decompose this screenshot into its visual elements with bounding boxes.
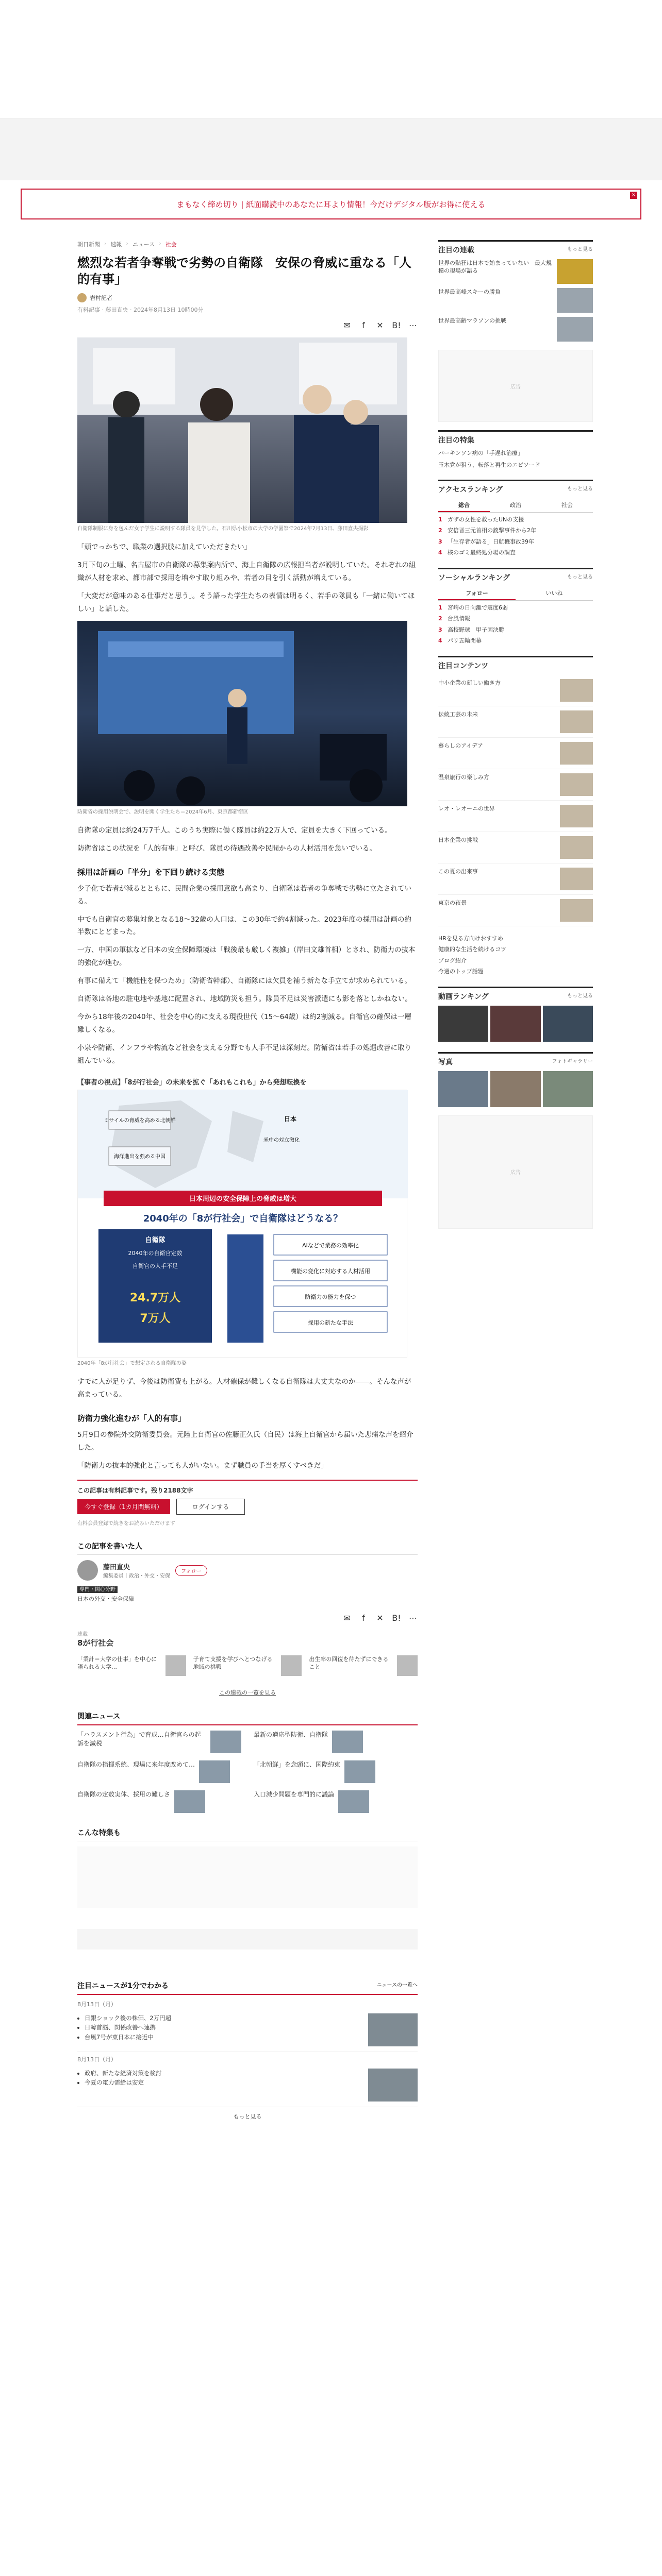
photo-caption: 自衛隊制服に身を包んだ女子学生に説明する隊員を見学した。石川県小松市の大学の学園祭で2024年7月13日、藤田直央撮影 bbox=[77, 526, 369, 532]
related-title: 「ハラスメント行為」で育成…自衛官らの起訴を減税 bbox=[77, 1731, 201, 1747]
ad-banner-area bbox=[0, 118, 662, 180]
avatar bbox=[77, 293, 87, 302]
social-ranking bbox=[438, 604, 593, 646]
article-photo bbox=[77, 621, 407, 806]
video-thumb[interactable] bbox=[438, 1006, 488, 1042]
special-area bbox=[77, 1846, 418, 1908]
digest-item[interactable]: • 日韓首脳、関係改善へ連携 bbox=[85, 2023, 363, 2032]
video-list bbox=[438, 1006, 593, 1042]
writer-role: 編集委員｜政治・外交・安保 bbox=[103, 1573, 170, 1580]
ad-box[interactable]: 広告 bbox=[438, 350, 593, 422]
section-heading: 防衛力強化進むが「人的有事」 bbox=[77, 1414, 186, 1423]
paragraph: 一方、中国の軍拡など日本の安全保障環境は「戦後最も厳しく複雑」（岸田文雄首相）とされ、防衛力の抜本的強化が進む。 bbox=[77, 946, 416, 968]
related-item[interactable] bbox=[77, 1790, 241, 1813]
article-photo bbox=[77, 337, 407, 523]
paragraph: 有事に備えて「機能性を保つため」（防衛省幹部）、自衛隊には欠員を補う新たな手立てが求められている。 bbox=[77, 977, 411, 986]
photo-scene bbox=[77, 621, 407, 806]
sidebar-heading: ソーシャルランキング もっと見る bbox=[438, 568, 593, 583]
related-title: 自衛隊の定数実体、採用の難しさ bbox=[77, 1791, 171, 1799]
login-button[interactable]: ログインする bbox=[176, 1499, 245, 1515]
content-item[interactable]: 東京の夜景 bbox=[438, 895, 593, 926]
sidebar-link[interactable]: 健康的な生活を続けるコツ bbox=[438, 946, 506, 953]
breadcrumb-item[interactable]: 速報 bbox=[110, 241, 122, 248]
tag-text[interactable]: 日本の外交・安全保障 bbox=[77, 1596, 134, 1603]
paragraph: 3月下旬の土曜、名古屋市の自衛隊の募集案内所で、海上自衛隊の広報担当者が説明していた。それぞれの組織が人材を求め、都市部で採用を増やす取り組みや、若者の目を引く活動が増えている。 bbox=[77, 561, 416, 582]
figure-number: 7万人 bbox=[140, 1312, 171, 1326]
writer-card bbox=[77, 1560, 418, 1581]
map-label: 海洋進出を強める中国 bbox=[114, 1154, 166, 1160]
series-title[interactable]: 8が行社会 bbox=[77, 1638, 114, 1648]
digest-thumb[interactable] bbox=[368, 2013, 418, 2046]
related-item[interactable] bbox=[77, 1760, 241, 1783]
more-link[interactable]: もっと見る bbox=[567, 993, 593, 999]
sidebar-item[interactable] bbox=[438, 317, 593, 342]
ranking-item[interactable]: 3 高校野球 甲子園決勝 bbox=[438, 626, 504, 633]
digest-thumb[interactable] bbox=[368, 2069, 418, 2102]
tag-label: 専門・関心分野 bbox=[77, 1586, 118, 1593]
share-bar-bottom bbox=[77, 1613, 418, 1622]
content-item[interactable]: この夏の出来事 bbox=[438, 863, 593, 895]
figure-item: AIなどで業務の効率化 bbox=[302, 1242, 359, 1249]
mail-icon[interactable]: ✉ bbox=[343, 320, 351, 331]
sidebar-item-title: 玉木党が狙う、転落と再生のエピソード bbox=[438, 462, 540, 469]
series-item[interactable] bbox=[77, 1655, 186, 1676]
digest-heading: 注目ニュースが1分でわかる ニュースの一覧へ bbox=[77, 1980, 418, 1995]
sidebar-link[interactable]: HRを見る方向けおすすめ bbox=[438, 935, 504, 942]
digest-date: 8月13日（月） bbox=[77, 2056, 117, 2063]
sidebar-heading: 注目コンテンツ bbox=[438, 656, 593, 671]
ad-strip bbox=[77, 1929, 418, 1950]
series-list bbox=[77, 1655, 418, 1676]
figure-item: 防衛力の能力を保つ bbox=[305, 1294, 356, 1301]
x-icon[interactable]: ✕ bbox=[376, 320, 384, 331]
more-icon[interactable]: ⋯ bbox=[409, 1613, 417, 1623]
related-title: 最新の適応型防衛、自衛隊 bbox=[254, 1731, 328, 1739]
photo-thumb[interactable] bbox=[490, 1071, 540, 1107]
series-item[interactable] bbox=[309, 1655, 418, 1676]
news-digest bbox=[77, 1980, 418, 2121]
paywall-fine: 有料会員登録で続きをお読みいただけます bbox=[77, 1521, 175, 1527]
facebook-icon[interactable]: f bbox=[362, 320, 365, 331]
avatar[interactable] bbox=[77, 1560, 98, 1581]
related-title: 自衛隊の指揮系統、現場に来年度改めて… bbox=[77, 1761, 195, 1769]
related-list bbox=[77, 1731, 418, 1813]
figure-box-sub: 自衛官の人手不足 bbox=[133, 1263, 178, 1270]
tab-politics[interactable]: 政治 bbox=[510, 501, 521, 509]
more-link[interactable]: もっと見る bbox=[567, 486, 593, 492]
figure-caption: 2040年「8が行社会」で想定される自衛隊の姿 bbox=[77, 1361, 187, 1367]
more-link[interactable]: もっと見る bbox=[567, 247, 593, 252]
series-label: 連載 bbox=[77, 1632, 88, 1638]
sidebar-item[interactable] bbox=[438, 288, 593, 313]
breadcrumb-item[interactable]: 朝日新聞 bbox=[77, 241, 100, 248]
content-item[interactable]: 温泉旅行の楽しみ方 bbox=[438, 769, 593, 801]
ranking-item[interactable]: 1 ガザの女性を救ったUNの支援 bbox=[438, 516, 524, 523]
tab-society[interactable]: 社会 bbox=[561, 501, 573, 509]
follow-button[interactable]: フォロー bbox=[175, 1565, 207, 1576]
breadcrumb: 朝日新聞 › 速報 › ニュース › 社会 bbox=[77, 240, 177, 248]
related-item[interactable] bbox=[77, 1731, 241, 1753]
video-thumb[interactable] bbox=[543, 1006, 593, 1042]
map-label: ミサイルの脅威を高める北朝鮮 bbox=[104, 1118, 176, 1124]
writer-heading: この記事を書いた人 bbox=[77, 1541, 418, 1555]
sidebar-heading: 動画ランキング もっと見る bbox=[438, 987, 593, 1002]
map-label: 日本 bbox=[284, 1115, 297, 1123]
paragraph: すでに人が足りず、今後は防衛費も上がる。人材確保が難しくなる自衛隊は大丈夫なのか――。そんな声が高まっている。 bbox=[77, 1378, 411, 1399]
alert-text: まもなく締め切り | 紙面購読中のあなたに耳より情報！今だけデジタル版がお得に使える bbox=[176, 199, 486, 209]
digest-item[interactable]: • 政府、新たな経済対策を検討 bbox=[85, 2069, 363, 2078]
breadcrumb-item[interactable]: 社会 bbox=[165, 241, 177, 248]
breadcrumb-item[interactable]: ニュース bbox=[132, 241, 155, 248]
figure-box-text: 2040年の自衛官定数 bbox=[128, 1250, 183, 1257]
figure-item: 採用の新たな手法 bbox=[308, 1319, 353, 1327]
content-item[interactable]: レオ・レオーニの世界 bbox=[438, 801, 593, 832]
related-item[interactable] bbox=[254, 1760, 418, 1783]
x-icon[interactable]: ✕ bbox=[376, 1613, 384, 1623]
close-icon[interactable]: × bbox=[630, 192, 637, 199]
author-name: 岩村記者 bbox=[90, 294, 112, 301]
tab-like[interactable]: いいね bbox=[545, 589, 563, 597]
tab-follow[interactable]: フォロー bbox=[438, 587, 516, 600]
mail-icon[interactable]: ✉ bbox=[343, 1613, 351, 1623]
content-item[interactable]: 暮らしのアイデア bbox=[438, 738, 593, 769]
digest-row bbox=[77, 2063, 418, 2107]
sidebar-item-title: 世界の熱狂は日本で始まっていない 最大規模の現場が語る bbox=[438, 260, 552, 275]
related-title: 「北朝鮮」を念頭に、国際約束 bbox=[254, 1761, 341, 1769]
tab-total[interactable]: 総合 bbox=[438, 499, 490, 512]
share-bar bbox=[77, 321, 418, 330]
writer-name[interactable]: 藤田直央 bbox=[103, 1564, 130, 1572]
sidebar-link[interactable]: ブログ紹介 bbox=[438, 957, 467, 964]
ranking-item[interactable]: 2 安倍晋三元首相の銃撃事件から2年 bbox=[438, 527, 536, 534]
sidebar-item-title: パーキンソン病の「手遅れ治療」 bbox=[438, 450, 523, 456]
photo-thumb[interactable] bbox=[438, 1071, 488, 1107]
more-link[interactable]: ニュースの一覧へ bbox=[376, 1982, 418, 1989]
sidebar-item-title: 世界最高齢マラソンの挑戦 bbox=[438, 317, 506, 324]
video-thumb[interactable] bbox=[490, 1006, 540, 1042]
paywall-notice: この記事は有料記事です。残り2188文字 bbox=[77, 1487, 193, 1495]
photo-thumb[interactable] bbox=[543, 1071, 593, 1107]
paragraph: 「防衛力の抜本的強化と言っても人がいない。まず職員の手当を厚くすべきだ」 bbox=[77, 1462, 328, 1470]
infographic-graphic bbox=[78, 1090, 408, 1358]
related-title: 入口減少問題を専門的に議論 bbox=[254, 1791, 335, 1799]
sidebar bbox=[438, 240, 593, 1237]
figure-banner: 日本周辺の安全保障上の脅威は増大 bbox=[189, 1195, 297, 1204]
paragraph: 「頭でっかちで、職業の選択肢に加えていただきたい」 bbox=[77, 543, 252, 551]
digest-item[interactable]: • 日銀ショック後の株価、2万円超 bbox=[85, 2013, 363, 2023]
ranking-item[interactable]: 4 核のゴミ最終処分場の調査 bbox=[438, 549, 516, 556]
ranking-item[interactable]: 3 「生存者が語る」日航機事故39年 bbox=[438, 538, 534, 545]
paragraph: 5月9日の参院外交防衛委員会。元陸上自衛官の佐藤正久氏（自民）は海上自衛官から届いた悲痛な声を紹介した。 bbox=[77, 1431, 413, 1452]
sidebar-item[interactable] bbox=[438, 259, 593, 284]
figure-heading[interactable]: 【事者の視点】「8が行社会」の未来を拡ぐ「あれもこれも」から発想転換を bbox=[77, 1079, 307, 1087]
related-heading: 関連ニュース bbox=[77, 1711, 418, 1725]
subscribe-button[interactable]: 今すぐ登録（1カ月間無料） bbox=[77, 1499, 170, 1514]
subscription-alert[interactable] bbox=[21, 189, 641, 219]
ranking-item[interactable]: 2 台風情報 bbox=[438, 615, 470, 622]
sidebar-heading: 注目の連載 もっと見る bbox=[438, 240, 593, 255]
content-item[interactable]: 伝統工芸の未来 bbox=[438, 706, 593, 738]
paragraph: 今から18年後の2040年、社会を中心的に支える現役世代（15〜64歳）は約2割減る。自衛官の確保は一層難しくなる。 bbox=[77, 1013, 411, 1035]
more-link[interactable]: フォトギャラリー bbox=[552, 1058, 593, 1064]
photo-list bbox=[438, 1071, 593, 1107]
article-title: 燃烈な若者争奪戦で劣勢の自衛隊 安保の脅威に重なる「人的有事」 bbox=[77, 256, 411, 287]
paragraph: 「大変だが意味のある仕事だと思う」。そう語った学生たちの表情は明るく、若手の隊員も「一緒に働いてほしい」と話した。 bbox=[77, 591, 415, 613]
more-icon[interactable]: ⋯ bbox=[409, 320, 417, 331]
digest-row bbox=[77, 2008, 418, 2052]
series-more-link[interactable]: この連載の一覧を見る bbox=[219, 1689, 276, 1697]
special-heading: こんな特集も bbox=[77, 1827, 418, 1841]
paragraph: 小泉や防衛、インフラや物流など社会を支える分野でも人手不足は深刻だ。防衛省は若手の処遇改善に取り組んでいる。 bbox=[77, 1044, 411, 1065]
read-more-button[interactable]: もっと見る bbox=[233, 2113, 262, 2121]
series-item-title: 子育て支援を学びへとつなげる地域の挑戦 bbox=[193, 1656, 273, 1671]
sidebar-links bbox=[438, 935, 593, 976]
paragraph: 防衛省はこの状況を「人的有事」と呼び、隊員の待遇改善や民間からの人材活用を急いでいる。 bbox=[77, 844, 376, 853]
figure-item: 機能の変化に対応する人材活用 bbox=[291, 1268, 370, 1275]
photo-scene bbox=[77, 337, 407, 523]
more-link[interactable]: もっと見る bbox=[567, 574, 593, 580]
content-item[interactable]: 中小企業の新しい働き方 bbox=[438, 675, 593, 706]
ranking-tabs bbox=[438, 499, 593, 513]
paywall bbox=[77, 1480, 418, 1527]
sidebar-item[interactable] bbox=[438, 449, 593, 457]
author-line[interactable] bbox=[77, 293, 418, 302]
series-item-title: 出生率の回復を待たずにできること bbox=[309, 1656, 389, 1671]
series-item-title: 「業計＝大学の仕事」を中心に語られる大学… bbox=[77, 1656, 157, 1671]
digest-item[interactable]: • 今夏の電力需給は安定 bbox=[85, 2078, 363, 2087]
sidebar-heading: 注目の特集 bbox=[438, 430, 593, 445]
figure-box-title: 自衛隊 bbox=[145, 1236, 166, 1245]
map-label: 米中の対立激化 bbox=[263, 1138, 300, 1144]
digest-date: 8月13日（月） bbox=[77, 2001, 117, 2008]
hatena-icon[interactable]: B! bbox=[392, 320, 401, 331]
sidebar-heading: 写真 フォトギャラリー bbox=[438, 1052, 593, 1067]
figure-number: 24.7万人 bbox=[129, 1292, 181, 1305]
ranking-item[interactable]: 1 宮崎の日向灘で震度6弱 bbox=[438, 604, 508, 611]
social-tabs bbox=[438, 587, 593, 601]
site-header bbox=[0, 0, 662, 118]
access-ranking bbox=[438, 516, 593, 557]
series-item[interactable] bbox=[193, 1655, 302, 1676]
ad-box[interactable]: 広告 bbox=[438, 1115, 593, 1229]
facebook-icon[interactable]: f bbox=[362, 1613, 365, 1623]
related-item[interactable] bbox=[254, 1731, 418, 1753]
ranking-item[interactable]: 4 パリ五輪閉幕 bbox=[438, 637, 482, 645]
photo-caption: 防衛省の採用説明会で、説明を聞く学生たち＝2024年6月、東京都新宿区 bbox=[77, 809, 249, 815]
article-main bbox=[77, 240, 418, 1950]
digest-item[interactable]: • 台風7号が東日本に接近中 bbox=[85, 2032, 363, 2042]
paragraph: 少子化で若者が減るとともに、民間企業の採用意欲も高まり、自衛隊は若者の争奪戦で劣勢に立たされている。 bbox=[77, 884, 411, 906]
sidebar-item-title: 世界最高峰スキーの勝負 bbox=[438, 289, 501, 295]
article-meta: 有料記事 · 藤田直央 · 2024年8月13日 10時00分 bbox=[77, 306, 204, 313]
content-item[interactable]: 日本企業の挑戦 bbox=[438, 832, 593, 863]
figure-headline: 2040年の「8が行社会」で自衛隊はどうなる？ bbox=[143, 1213, 343, 1225]
sidebar-heading: アクセスランキング もっと見る bbox=[438, 480, 593, 495]
paragraph: 中でも自衛官の募集対象となる18〜32歳の人口は、この30年で約4割減った。2023年度の採用は計画の約半数にとどまった。 bbox=[77, 915, 411, 937]
sidebar-link[interactable]: 今週のトップ話題 bbox=[438, 968, 484, 975]
related-item[interactable] bbox=[254, 1790, 418, 1813]
paragraph: 自衛隊の定員は約24万7千人。このうち実際に働く隊員は約22万人で、定員を大きく下回っている。 bbox=[77, 826, 392, 835]
infographic bbox=[77, 1090, 407, 1358]
sidebar-item[interactable] bbox=[438, 461, 593, 469]
hatena-icon[interactable]: B! bbox=[392, 1613, 401, 1623]
paragraph: 自衛隊は各地の駐屯地や基地に配置され、地域防災も担う。隊員不足は災害派遣にも影を落としかねない。 bbox=[77, 995, 412, 1004]
section-heading: 採用は計画の「半分」を下回り続ける実態 bbox=[77, 867, 225, 877]
